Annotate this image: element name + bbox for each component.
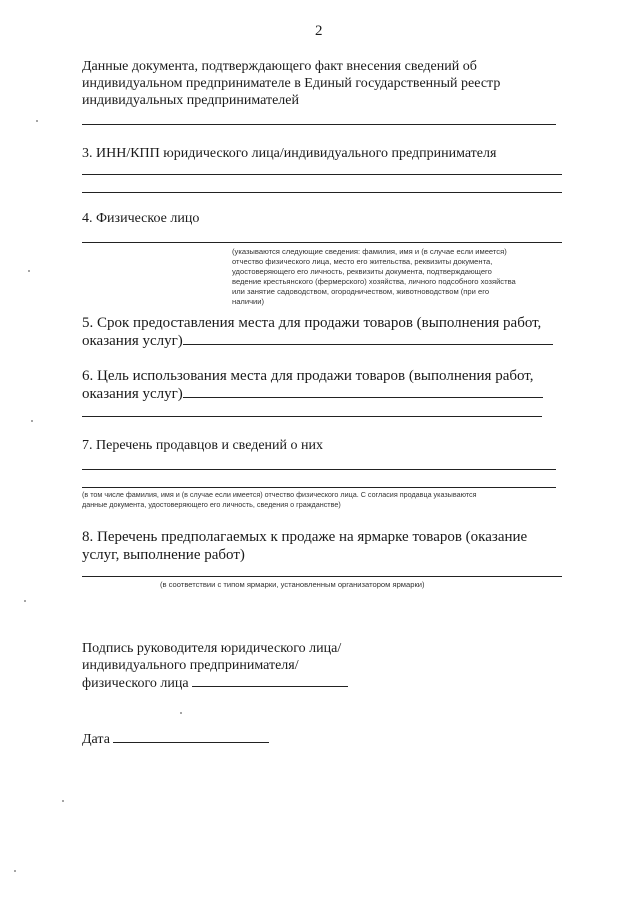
signature-line-3: физического лица [82,676,189,691]
date-label: Дата [82,732,110,747]
section4-note-line-6: наличии) [232,297,265,306]
section5 [82,314,602,350]
signature-line-2: индивидуального предпринимателя/ [82,658,299,673]
date-fill-line[interactable] [113,730,269,743]
scan-speck [28,270,30,272]
signature-fill-line[interactable] [192,674,348,687]
section8-line-2: услуг, выполнение работ) [82,547,245,563]
section4-note-line-5: или занятие садоводством, огородничеством, животноводством (при его [232,287,490,296]
section4-note-line-1: (указываются следующие сведения: фамилия, имя и (в случае если имеется) [232,247,507,256]
scan-speck [24,600,26,602]
section7-fill-line-1[interactable] [82,469,556,470]
doc-data-line-3: индивидуальных предпринимателей [82,93,299,108]
section6-line-1: 6. Цель использования места для продажи товаров (выполнения работ, [82,368,534,384]
section7-note [82,490,602,510]
section6-fill-line[interactable] [183,385,543,398]
section6 [82,367,602,403]
section3-fill-line-1[interactable] [82,174,562,175]
doc-data-fill-line[interactable] [82,124,556,125]
section7-note-line-2: данные документа, удостоверяющего его личность, сведения о гражданстве) [82,500,341,509]
section7-fill-line-2[interactable] [82,487,556,488]
section3-fill-line-2[interactable] [82,192,562,193]
section4-note-line-4: ведение крестьянского (фермерского) хозяйства, личного подсобного хозяйства [232,277,516,286]
section3-title: 3. ИНН/КПП юридического лица/индивидуального предпринимателя [82,146,497,161]
scan-speck [62,800,64,802]
scan-speck [31,420,33,422]
scan-speck [180,712,182,714]
doc-data-line-2: индивидуальном предпринимателе в Единый государственный реестр [82,76,501,91]
section5-line-1: 5. Срок предоставления места для продажи товаров (выполнения работ, [82,315,542,331]
section8 [82,528,602,564]
date-block [82,730,269,748]
section8-fill-line[interactable] [82,576,562,577]
signature-block [82,640,502,692]
section4-note-line-3: удостоверяющего его личность, реквизиты документа, подтверждающего [232,267,492,276]
section7-title: 7. Перечень продавцов и сведений о них [82,438,324,453]
section4-note [232,247,572,307]
section6-line-2: оказания услуг) [82,386,183,402]
signature-line-1: Подпись руководителя юридического лица/ [82,641,342,656]
section8-note: (в соответствии с типом ярмарки, установленным организатором ярмарки) [160,580,425,589]
section7-note-line-1: (в том числе фамилия, имя и (в случае если имеется) отчество физического лица. С согласия продавца указываются [82,490,477,499]
section4-note-line-2: отчество физического лица, место его жительства, реквизиты документа, [232,257,493,266]
doc-data-line-1: Данные документа, подтверждающего факт внесения сведений об [82,59,477,74]
page-number: 2 [315,23,323,39]
doc-data-block [82,58,582,109]
scan-speck [14,870,16,872]
section5-fill-line[interactable] [183,332,553,345]
section8-line-1: 8. Перечень предполагаемых к продаже на ярмарке товаров (оказание [82,529,528,545]
section5-line-2: оказания услуг) [82,333,183,349]
scan-speck [36,120,38,122]
section6-fill-line-2[interactable] [82,416,542,417]
section4-fill-line[interactable] [82,242,562,243]
section4-title: 4. Физическое лицо [82,211,200,226]
